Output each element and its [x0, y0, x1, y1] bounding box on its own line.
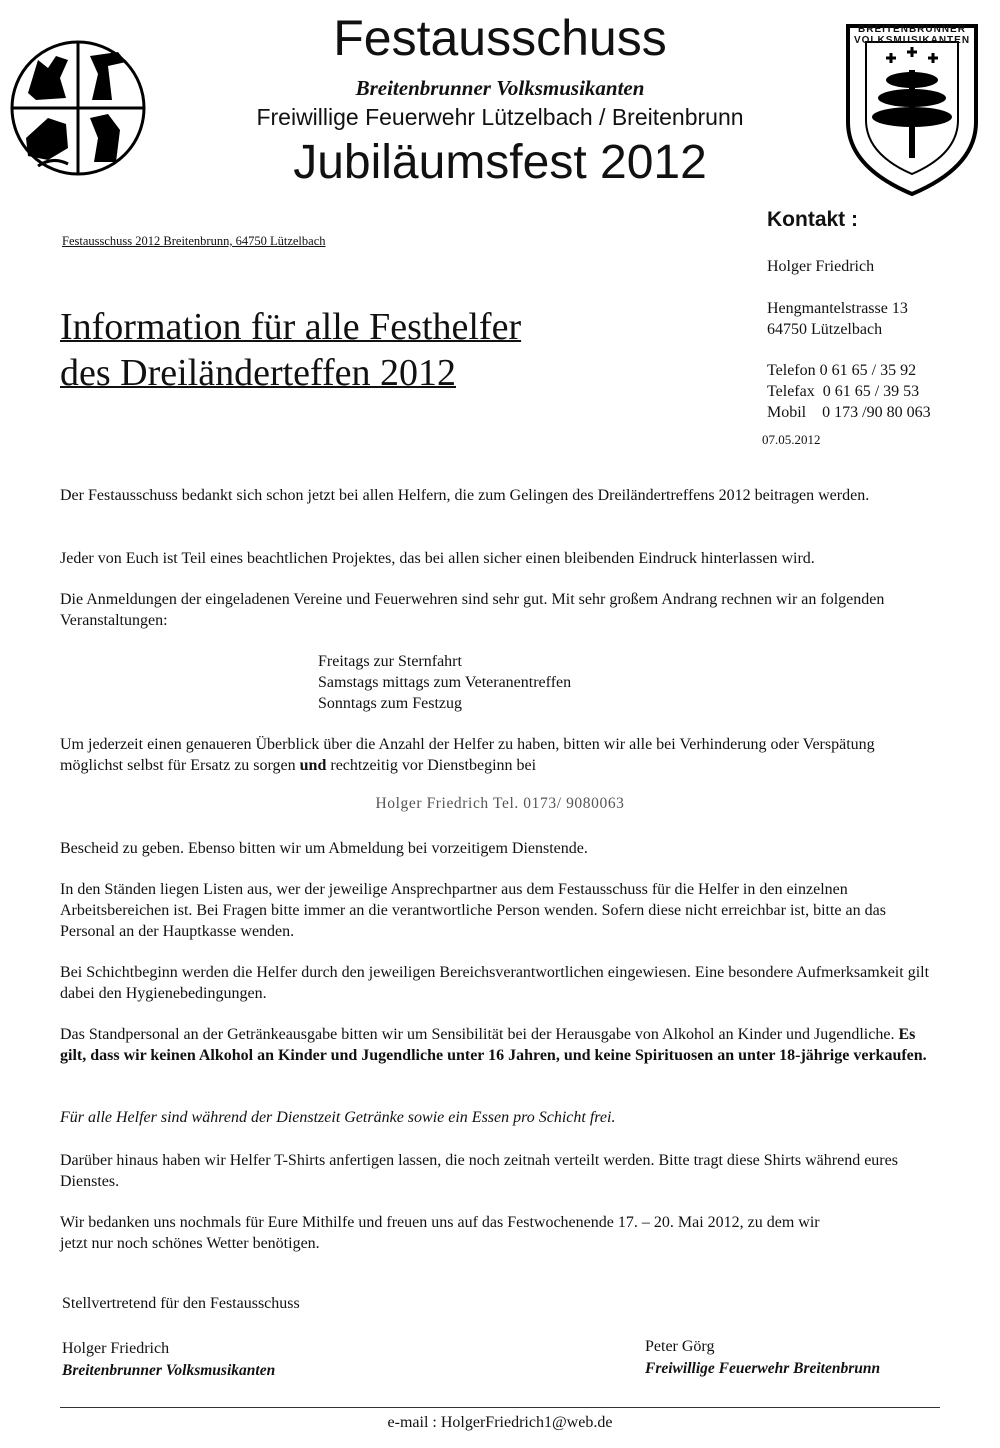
letter-date: 07.05.2012 — [762, 432, 821, 447]
contact-mobil: Mobil 0 173 /90 80 063 — [767, 404, 931, 421]
paragraph-8-bold: Es gilt, dass wir keinen Alkohol an Kinder und Jugendliche unter 16 Jahren, und keine Spirituosen an unter 18-jährige verkaufen. — [60, 1026, 927, 1064]
paragraph-11 — [60, 1212, 820, 1254]
band-crest — [842, 22, 982, 197]
paragraph-3-text: Die Anmeldungen der eingeladenen Vereine und Feuerwehren sind sehr gut. Mit sehr großem Andrang rechnen wir an folgenden Veranstaltungen: — [60, 591, 885, 629]
footer-divider — [60, 1407, 940, 1408]
paragraph-4 — [60, 734, 940, 776]
paragraph-6-text: In den Ständen liegen Listen aus, wer der jeweilige Ansprechpartner aus dem Festausschuss für die Helfer in den einzelnen Arbeitsbereichen ist. Bei Fragen bitte immer an die verantwortliche Person wenden. Sofern diese nicht erreichbar ist, bitte an das Personal an der Hauptkasse wenden. — [60, 881, 886, 940]
footer-email: e-mail : HolgerFriedrich1@web.de — [387, 1414, 613, 1431]
event-item: Sonntags zum Festzug — [318, 695, 462, 712]
crest-text: BREITENBRUNNER VOLKSMUSIKANTEN — [853, 24, 971, 46]
paragraph-9-text: Für alle Helfer sind während der Dienstzeit Getränke sowie ein Essen pro Schicht frei. — [60, 1109, 616, 1126]
paragraph-9 — [60, 1107, 940, 1128]
event-item: Freitags zur Sternfahrt — [318, 653, 462, 670]
signature-right-org: Freiwillige Feuerwehr Breitenbrunn — [645, 1360, 881, 1377]
letterhead-title: Festausschuss — [333, 10, 667, 66]
paragraph-10-text: Darüber hinaus haben wir Helfer T-Shirts anfertigen lassen, die noch zeitnah verteilt werden. Bitte tragt diese Shirts während eures Dienstes. — [60, 1152, 898, 1190]
headline-line-1: Information für alle Festhelfer — [60, 306, 522, 348]
paragraph-10 — [60, 1150, 940, 1192]
signature-right-name: Peter Görg — [645, 1338, 715, 1355]
paragraph-5 — [60, 838, 940, 859]
paragraph-4-text-b: rechtzeitig vor Dienstbeginn bei — [326, 757, 537, 774]
paragraph-1-text: Der Festausschuss bedankt sich schon jetzt bei allen Helfern, die zum Gelingen des Dreiländertreffens 2012 beitragen werden. — [60, 487, 870, 504]
signature-left — [62, 1338, 275, 1382]
paragraph-7 — [60, 962, 940, 1004]
closing-stellvertretend: Stellvertretend für den Festausschuss — [62, 1295, 300, 1312]
headline-line-2: des Dreiländerteffen 2012 — [60, 352, 457, 394]
paragraph-1 — [60, 485, 940, 506]
paragraph-7-text: Bei Schichtbeginn werden die Helfer durch den jeweiligen Bereichsverantwortlichen eingewiesen. Eine besondere Aufmerksamkeit gilt dabei den Hygienebedingungen. — [60, 964, 930, 1002]
signature-left-org: Breitenbrunner Volksmusikanten — [62, 1362, 276, 1379]
signature-right — [645, 1336, 880, 1380]
letterhead-band: Breitenbrunner Volksmusikanten — [355, 76, 645, 100]
fire-brigade-emblem — [8, 38, 148, 178]
contact-street: Hengmantelstrasse 13 — [767, 300, 908, 317]
paragraph-3 — [60, 589, 940, 631]
paragraph-8-text: Das Standpersonal an der Getränkeausgabe bitten wir um Sensibilität bei der Herausgabe von Alkohol an Kinder und Jugendliche. — [60, 1026, 899, 1043]
paragraph-6 — [60, 879, 940, 942]
event-list — [318, 651, 571, 714]
paragraph-2-text: Jeder von Euch ist Teil eines beachtlichen Projektes, das bei allen sicher einen bleibenden Eindruck hinterlassen wird. — [60, 550, 815, 567]
letterhead-fire-brigade: Freiwillige Feuerwehr Lützelbach / Breitenbrunn — [256, 104, 744, 130]
contact-name: Holger Friedrich — [767, 258, 875, 275]
event-item: Samstags mittags zum Veteranentreffen — [318, 674, 572, 691]
contact-city: 64750 Lützelbach — [767, 321, 883, 338]
letterhead-event: Jubiläumsfest 2012 — [293, 136, 707, 189]
crest-shield-icon — [842, 22, 982, 197]
contact-telefon: Telefon 0 61 65 / 35 92 — [767, 362, 917, 379]
paragraph-2 — [60, 548, 940, 569]
headline — [60, 304, 521, 396]
sender-address: Festausschuss 2012 Breitenbrunn, 64750 Lützelbach — [62, 234, 326, 248]
paragraph-4-text-a: Um jederzeit einen genaueren Überblick über die Anzahl der Helfer zu haben, bitten wir alle bei Verhinderung oder Verspätung möglichst selbst für Ersatz zu sorgen — [60, 736, 875, 774]
paragraph-11-text: Wir bedanken uns nochmals für Eure Mithilfe und freuen uns auf das Festwochenende 17. – 20. Mai 2012, zu dem wir jetzt nur noch schönes Wetter benötigen. — [60, 1214, 820, 1252]
paragraph-4-bold: und — [299, 757, 327, 774]
contact-heading: Kontakt : — [767, 208, 858, 231]
signature-left-name: Holger Friedrich — [62, 1340, 170, 1357]
contact-telefax: Telefax 0 61 65 / 39 53 — [767, 383, 920, 400]
fire-brigade-emblem-icon — [8, 38, 148, 178]
paragraph-5-text: Bescheid zu geben. Ebenso bitten wir um Abmeldung bei vorzeitigem Dienstende. — [60, 840, 588, 857]
paragraph-8 — [60, 1024, 940, 1066]
contact-phone-line: Holger Friedrich Tel. 0173/ 9080063 — [375, 795, 625, 812]
